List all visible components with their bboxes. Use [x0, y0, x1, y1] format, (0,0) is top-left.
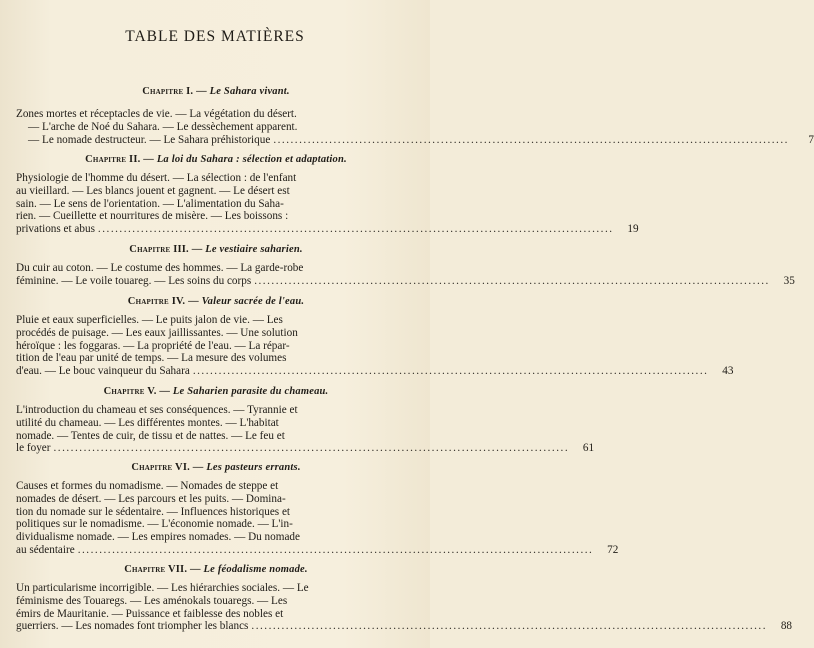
chapter-number: Chapitre VI. — [131, 462, 190, 473]
summary-last-line — [16, 620, 793, 633]
chapter-summary — [16, 404, 595, 455]
chapter-subtitle: Le Sahara vivant. — [209, 86, 290, 97]
leader-dots: ........................................................................................................................ — [97, 223, 614, 236]
chapter-heading — [14, 462, 418, 473]
chapter-heading — [14, 154, 418, 165]
summary-line: au sédentaire — [16, 543, 75, 556]
page-number: 61 — [582, 442, 595, 455]
leader-dots: ........................................................................................................................ — [251, 620, 768, 633]
chapter-summary — [16, 108, 814, 146]
chapter-number: Chapitre VII. — [124, 564, 188, 575]
summary-line: Zones mortes et réceptacles de vie. — La végétation du désert. — [16, 108, 297, 120]
summary-line: d'eau. — Le bouc vainqueur du Sahara — [16, 365, 190, 378]
summary-line: Pluie et eaux superficielles. — Le puits jalon de vie. — Les — [16, 314, 283, 326]
summary-line: nomade. — Tentes de cuir, de tissu et de nattes. — Le feu et — [16, 429, 285, 442]
summary-line: Un particularisme incorrigible. — Les hiérarchies sociales. — Le — [16, 582, 309, 594]
summary-line: utilité du chameau. — Les différentes montes. — L'habitat — [16, 416, 279, 429]
summary-line: L'introduction du chameau et ses conséquences. — Tyrannie et — [16, 404, 298, 416]
page-number: 88 — [780, 620, 793, 633]
chapter-dash: — — [159, 386, 171, 397]
chapter-subtitle: Le vestiaire saharien. — [205, 244, 303, 255]
chapter-subtitle: Valeur sacrée de l'eau. — [201, 296, 305, 307]
summary-last-line — [16, 365, 734, 378]
summary-line: au vieillard. — Les blancs jouent et gagnent. — Le désert est — [16, 184, 290, 197]
summary-line: le foyer — [16, 442, 51, 455]
summary-line: Causes et formes du nomadisme. — Nomades de steppe et — [16, 480, 279, 492]
chapter-subtitle: Le féodalisme nomade. — [203, 564, 308, 575]
chapter-summary — [16, 480, 619, 557]
chapter-heading — [14, 296, 418, 307]
summary-line: Physiologie de l'homme du désert. — La sélection : de l'enfant — [16, 172, 297, 184]
chapter-summary — [16, 262, 795, 288]
page-number: 19 — [627, 223, 639, 236]
summary-line: féminisme des Touaregs. — Les aménokals touaregs. — Les — [16, 594, 288, 607]
summary-last-line — [16, 223, 639, 236]
summary-line: tion du nomade sur le sédentaire. — Influences historiques et — [16, 505, 291, 518]
summary-line: procédés de puisage. — Les eaux jaillissantes. — Une solution — [16, 326, 298, 339]
page-number: 7 — [808, 133, 814, 146]
summary-line: héroïque : les foggaras. — La propriété de l'eau. — La répar- — [16, 339, 290, 352]
page-title: TABLE DES MATIÈRES — [125, 28, 305, 45]
summary-line: — Le nomade destructeur. — Le Sahara préhistorique — [28, 133, 271, 146]
summary-last-line — [16, 442, 595, 455]
summary-line: féminine. — Le voile touareg. — Les soins du corps — [16, 274, 252, 287]
chapter-dash: — — [143, 154, 154, 165]
summary-line: sain. — Le sens de l'orientation. — L'alimentation du Saha- — [16, 197, 284, 210]
chapter-dash: — — [192, 462, 204, 473]
chapter-dash: — — [191, 244, 203, 255]
chapter-dash: — — [188, 296, 199, 307]
summary-line: rien. — Cueillette et nourritures de misère. — Les boissons : — [16, 210, 289, 223]
chapter-number: Chapitre III. — [129, 244, 189, 255]
page-number: 72 — [607, 543, 619, 556]
summary-last-line — [16, 274, 795, 288]
summary-line: Du cuir au coton. — Le costume des hommes. — La garde-robe — [16, 262, 304, 274]
chapter-summary — [16, 582, 793, 633]
chapter-subtitle: Les pasteurs errants. — [206, 462, 301, 473]
chapter-heading — [14, 564, 418, 575]
summary-line: privations et abus — [16, 223, 95, 236]
chapter-subtitle: Le Saharien parasite du chameau. — [172, 386, 329, 397]
summary-last-line — [16, 543, 619, 557]
chapter-dash: — — [196, 86, 207, 97]
summary-line: politiques sur le nomadisme. — L'économie nomade. — L'in- — [16, 518, 293, 531]
chapter-heading — [14, 244, 418, 255]
chapter-heading — [14, 386, 418, 397]
leader-dots: ........................................................................................................................ — [273, 133, 789, 146]
page-number: 35 — [783, 274, 795, 287]
chapter-number: Chapitre I. — [142, 86, 194, 97]
leader-dots: ........................................................................................................................ — [192, 365, 709, 378]
page-number: 43 — [722, 365, 734, 378]
leader-dots: ........................................................................................................................ — [254, 274, 770, 287]
chapter-summary — [16, 314, 734, 378]
chapter-summary — [16, 172, 639, 236]
summary-line: tition de l'eau par unité de temps. — La mesure des volumes — [16, 352, 287, 365]
chapter-number: Chapitre II. — [85, 154, 141, 165]
leader-dots: ........................................................................................................................ — [53, 442, 570, 455]
summary-line: dividualisme nomade. — Les empires nomades. — Du nomade — [16, 531, 300, 544]
summary-last-line — [16, 133, 814, 147]
leader-dots: ........................................................................................................................ — [77, 543, 594, 556]
summary-line: — L'arche de Noé du Sahara. — Le dessèchement apparent. — [28, 120, 298, 133]
summary-line: nomades de désert. — Les parcours et les puits. — Domina- — [16, 492, 286, 505]
chapter-heading — [14, 86, 418, 97]
summary-line: guerriers. — Les nomades font triompher les blancs — [16, 620, 249, 633]
chapter-subtitle: La loi du Sahara : sélection et adaptation. — [156, 154, 347, 165]
chapter-number: Chapitre IV. — [127, 296, 186, 307]
chapter-dash: — — [189, 564, 201, 575]
chapter-number: Chapitre V. — [103, 386, 157, 397]
summary-line: émirs de Mauritanie. — Puissance et faiblesse des nobles et — [16, 607, 284, 620]
